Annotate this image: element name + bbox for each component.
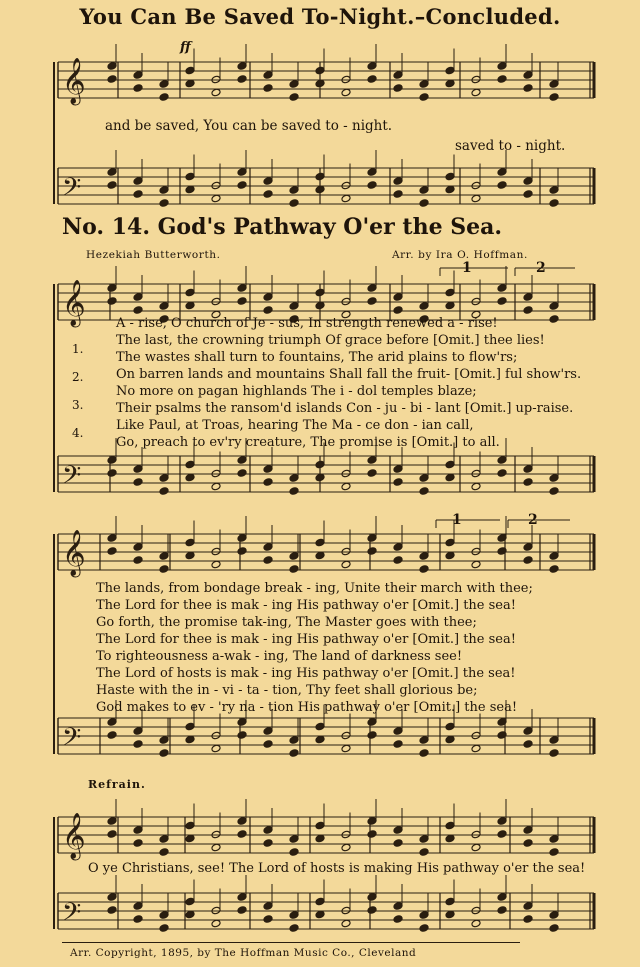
note-head: [419, 487, 429, 496]
note-head: [289, 552, 299, 561]
note-head: [263, 740, 273, 749]
note-head: [159, 835, 169, 844]
note-head: [263, 902, 273, 911]
note-head: [107, 534, 117, 543]
note-head: [393, 543, 403, 552]
note-head: [263, 478, 273, 487]
note-head: [107, 75, 117, 84]
note-head: [159, 93, 169, 102]
note-head: [367, 181, 377, 190]
note-head: [185, 722, 195, 731]
concluded-lyric-1: and be saved, You can be saved to - night.: [105, 118, 393, 134]
note-head: [367, 168, 377, 177]
note-head: [419, 924, 429, 933]
note-head: [523, 478, 533, 487]
note-head: [159, 474, 169, 483]
note-head: [393, 902, 403, 911]
ending-2-label-b: 2: [528, 512, 538, 528]
concluded-title: You Can Be Saved To-Night.–Concluded.: [79, 4, 561, 29]
note-head: [497, 181, 507, 190]
note-head: [237, 534, 247, 543]
note-head: [341, 560, 351, 569]
note-head: [315, 897, 325, 906]
note-head: [393, 556, 403, 565]
note-head: [237, 168, 247, 177]
note-head: [107, 456, 117, 465]
treble-clef-icon: 𝄞: [62, 280, 86, 326]
note-head: [185, 897, 195, 906]
note-head: [159, 911, 169, 920]
note-head: [549, 302, 559, 311]
note-head: [107, 469, 117, 478]
note-head: [419, 848, 429, 857]
note-head: [549, 736, 559, 745]
note-head: [289, 474, 299, 483]
note-head: [133, 177, 143, 186]
note-head: [393, 190, 403, 199]
note-head: [289, 749, 299, 758]
note-head: [289, 835, 299, 844]
note-head: [523, 915, 533, 924]
note-head: [393, 71, 403, 80]
note-head: [133, 306, 143, 315]
note-head: [263, 543, 273, 552]
note-head: [445, 735, 455, 744]
treble-clef-icon: 𝄞: [62, 530, 86, 576]
note-head: [419, 199, 429, 208]
verse2-line3: Go forth, the promise tak-ing, The Master goes with thee;: [96, 615, 477, 630]
note-head: [107, 817, 117, 826]
refrain-label: Refrain.: [88, 778, 146, 791]
note-head: [107, 181, 117, 190]
verse3-line1: No more on pagan highlands The i - dol temples blaze;: [116, 384, 477, 399]
note-head: [159, 565, 169, 574]
note-head: [159, 302, 169, 311]
note-head: [315, 185, 325, 194]
note-head: [367, 75, 377, 84]
note-head: [159, 848, 169, 857]
note-head: [549, 924, 559, 933]
note-head: [419, 552, 429, 561]
note-head: [289, 565, 299, 574]
note-head: [263, 71, 273, 80]
note-head: [367, 547, 377, 556]
note-head: [159, 924, 169, 933]
note-head: [445, 172, 455, 181]
note-head: [367, 534, 377, 543]
note-head: [523, 826, 533, 835]
note-head: [263, 190, 273, 199]
note-head: [523, 84, 533, 93]
author-credit: Hezekiah Butterworth.: [86, 249, 221, 261]
note-head: [549, 565, 559, 574]
copyright: Arr. Copyright, 1895, by The Hoffman Music Co., Cleveland: [70, 947, 417, 959]
note-head: [315, 473, 325, 482]
note-head: [315, 821, 325, 830]
note-head: [523, 190, 533, 199]
note-head: [419, 474, 429, 483]
note-head: [289, 736, 299, 745]
note-head: [315, 460, 325, 469]
note-head: [523, 465, 533, 474]
bass-clef-icon: 𝄢: [62, 173, 82, 208]
note-head: [289, 848, 299, 857]
note-head: [445, 551, 455, 560]
note-head: [133, 543, 143, 552]
note-head: [549, 487, 559, 496]
note-head: [107, 830, 117, 839]
note-head: [445, 79, 455, 88]
note-head: [315, 288, 325, 297]
note-head: [367, 297, 377, 306]
note-head: [107, 906, 117, 915]
note-head: [523, 306, 533, 315]
note-head: [185, 79, 195, 88]
note-head: [289, 199, 299, 208]
verse3-line3: To righteousness a-wak - ing, The land of darkness see!: [96, 649, 463, 664]
note-head: [289, 302, 299, 311]
note-head: [263, 826, 273, 835]
note-head: [497, 297, 507, 306]
note-head: [159, 736, 169, 745]
bass-clef-icon: 𝄢: [62, 723, 82, 758]
note-head: [315, 301, 325, 310]
note-head: [237, 62, 247, 71]
note-head: [263, 556, 273, 565]
note-head: [393, 826, 403, 835]
note-head: [497, 817, 507, 826]
verse4-line2: Go, preach to ev'ry creature, The promise is [Omit.] to all.: [116, 435, 500, 450]
note-head: [237, 75, 247, 84]
note-head: [211, 919, 221, 928]
note-head: [107, 168, 117, 177]
note-head: [185, 551, 195, 560]
note-head: [237, 817, 247, 826]
note-head: [445, 473, 455, 482]
concluded-lyric-2: saved to - night.: [455, 138, 566, 154]
note-head: [497, 906, 507, 915]
verse4-line4: God makes to ev - 'ry na - tion His pathway o'er [Omit.] the sea!: [96, 700, 518, 715]
verse2-line4: The Lord for thee is mak - ing His pathway o'er [Omit.] the sea!: [96, 632, 516, 647]
note-head: [237, 456, 247, 465]
note-head: [237, 906, 247, 915]
verse2-line1: The wastes shall turn to fountains, The arid plains to flow'rs;: [116, 350, 518, 365]
note-head: [237, 718, 247, 727]
note-head: [523, 740, 533, 749]
note-head: [185, 538, 195, 547]
note-head: [445, 897, 455, 906]
note-head: [341, 194, 351, 203]
note-head: [393, 293, 403, 302]
verse4-line3: Haste with the in - vi - ta - tion, Thy feet shall glorious be;: [96, 683, 478, 698]
note-head: [367, 456, 377, 465]
note-head: [185, 185, 195, 194]
verse1-line4: The Lord for thee is mak - ing His pathway o'er [Omit.] the sea!: [96, 598, 516, 613]
note-head: [107, 893, 117, 902]
hymn-title: No. 14. God's Pathway O'er the Sea.: [62, 214, 503, 240]
verse-number-1: 1.: [72, 342, 84, 356]
note-head: [419, 736, 429, 745]
note-head: [445, 538, 455, 547]
note-head: [133, 839, 143, 848]
note-head: [289, 80, 299, 89]
note-head: [549, 848, 559, 857]
note-head: [393, 915, 403, 924]
note-head: [263, 177, 273, 186]
note-head: [471, 482, 481, 491]
note-head: [445, 66, 455, 75]
treble-clef-icon: 𝄞: [62, 813, 86, 859]
note-head: [185, 301, 195, 310]
note-head: [237, 547, 247, 556]
note-head: [237, 181, 247, 190]
note-head: [549, 315, 559, 324]
note-head: [263, 465, 273, 474]
note-head: [185, 172, 195, 181]
note-head: [367, 906, 377, 915]
note-head: [549, 186, 559, 195]
note-head: [185, 460, 195, 469]
ending-2-label: 2: [536, 260, 546, 276]
note-head: [419, 93, 429, 102]
note-head: [393, 465, 403, 474]
note-head: [367, 718, 377, 727]
note-head: [107, 731, 117, 740]
note-head: [393, 84, 403, 93]
note-head: [185, 66, 195, 75]
verse-number-4: 4.: [72, 426, 84, 440]
note-head: [549, 835, 559, 844]
verse-number-2: 2.: [72, 370, 84, 384]
note-head: [393, 727, 403, 736]
verse1-line2: The last, the crowning triumph Of grace before [Omit.] thee lies!: [116, 333, 545, 348]
note-head: [549, 80, 559, 89]
note-head: [367, 62, 377, 71]
treble-clef-icon: 𝄞: [62, 58, 86, 104]
note-head: [549, 93, 559, 102]
note-head: [497, 456, 507, 465]
note-head: [471, 919, 481, 928]
note-head: [133, 727, 143, 736]
note-head: [393, 740, 403, 749]
ending-1-label-b: 1: [452, 512, 462, 528]
note-head: [393, 177, 403, 186]
note-head: [263, 306, 273, 315]
note-head: [497, 168, 507, 177]
note-head: [185, 821, 195, 830]
note-head: [237, 893, 247, 902]
note-head: [315, 735, 325, 744]
note-head: [133, 84, 143, 93]
note-head: [289, 924, 299, 933]
note-head: [289, 186, 299, 195]
note-head: [263, 84, 273, 93]
note-head: [549, 474, 559, 483]
note-head: [393, 478, 403, 487]
note-head: [211, 88, 221, 97]
note-head: [523, 177, 533, 186]
note-head: [471, 843, 481, 852]
note-head: [315, 722, 325, 731]
note-head: [497, 75, 507, 84]
note-head: [185, 473, 195, 482]
refrain-lyric: O ye Christians, see! The Lord of hosts is making His pathway o'er the sea!: [88, 861, 586, 876]
note-head: [445, 460, 455, 469]
note-head: [237, 297, 247, 306]
note-head: [367, 830, 377, 839]
verse3-line2: Their psalms the ransom'd islands Con - ju - bi - lant [Omit.] up-raise.: [116, 401, 574, 416]
note-head: [523, 727, 533, 736]
note-head: [237, 284, 247, 293]
note-head: [159, 487, 169, 496]
verse3-line4: The Lord of hosts is mak - ing His pathway o'er [Omit.] the sea!: [96, 666, 516, 681]
note-head: [133, 826, 143, 835]
note-head: [107, 297, 117, 306]
bass-clef-icon: 𝄢: [62, 898, 82, 933]
note-head: [263, 839, 273, 848]
note-head: [211, 482, 221, 491]
note-head: [549, 199, 559, 208]
note-head: [315, 172, 325, 181]
note-head: [133, 465, 143, 474]
note-head: [185, 910, 195, 919]
note-head: [367, 284, 377, 293]
note-head: [445, 185, 455, 194]
note-head: [133, 740, 143, 749]
note-head: [263, 915, 273, 924]
verse4-line1: Like Paul, at Troas, hearing The Ma - ce don - ian call,: [116, 418, 474, 433]
note-head: [497, 830, 507, 839]
note-head: [471, 560, 481, 569]
note-head: [471, 194, 481, 203]
note-head: [341, 843, 351, 852]
note-head: [315, 834, 325, 843]
note-head: [159, 80, 169, 89]
note-head: [341, 744, 351, 753]
note-head: [497, 62, 507, 71]
ending-1-label: 1: [462, 260, 472, 276]
note-head: [133, 556, 143, 565]
note-head: [341, 482, 351, 491]
note-head: [289, 487, 299, 496]
note-head: [211, 843, 221, 852]
note-head: [445, 288, 455, 297]
note-head: [445, 821, 455, 830]
note-head: [133, 71, 143, 80]
note-head: [315, 79, 325, 88]
note-head: [445, 301, 455, 310]
note-head: [367, 731, 377, 740]
note-head: [549, 552, 559, 561]
note-head: [393, 839, 403, 848]
note-head: [497, 284, 507, 293]
note-head: [367, 893, 377, 902]
note-head: [237, 830, 247, 839]
note-head: [419, 186, 429, 195]
note-head: [133, 293, 143, 302]
note-head: [107, 284, 117, 293]
note-head: [419, 302, 429, 311]
note-head: [523, 543, 533, 552]
note-head: [263, 727, 273, 736]
verse1-line1: A - rise, O church of Je - sus, In strength renewed a - rise!: [116, 316, 498, 331]
note-head: [393, 306, 403, 315]
note-head: [289, 911, 299, 920]
note-head: [419, 80, 429, 89]
note-head: [523, 293, 533, 302]
note-head: [133, 902, 143, 911]
note-head: [237, 469, 247, 478]
note-head: [159, 199, 169, 208]
note-head: [523, 902, 533, 911]
note-head: [419, 749, 429, 758]
note-head: [549, 911, 559, 920]
note-head: [419, 911, 429, 920]
bass-clef-icon: 𝄢: [62, 461, 82, 496]
note-head: [107, 547, 117, 556]
note-head: [341, 88, 351, 97]
note-head: [159, 186, 169, 195]
note-head: [471, 744, 481, 753]
note-head: [523, 839, 533, 848]
note-head: [549, 749, 559, 758]
arranger-credit: Arr. by Ira O. Hoffman.: [392, 249, 528, 261]
note-head: [523, 71, 533, 80]
note-head: [185, 834, 195, 843]
note-head: [315, 538, 325, 547]
note-head: [419, 565, 429, 574]
note-head: [497, 469, 507, 478]
note-head: [133, 478, 143, 487]
note-head: [445, 834, 455, 843]
note-head: [315, 551, 325, 560]
note-head: [107, 62, 117, 71]
note-head: [159, 552, 169, 561]
note-head: [133, 190, 143, 199]
note-head: [523, 556, 533, 565]
note-head: [211, 560, 221, 569]
note-head: [315, 910, 325, 919]
note-head: [159, 749, 169, 758]
note-head: [471, 88, 481, 97]
verse-number-3: 3.: [72, 398, 84, 412]
note-head: [289, 93, 299, 102]
verse1-line3: The lands, from bondage break - ing, Unite their march with thee;: [96, 581, 533, 596]
footer-rule: [62, 942, 520, 943]
note-head: [133, 915, 143, 924]
note-head: [211, 194, 221, 203]
dynamic-marking: ff: [180, 40, 191, 55]
note-head: [263, 293, 273, 302]
note-head: [211, 744, 221, 753]
note-head: [367, 817, 377, 826]
note-head: [445, 910, 455, 919]
note-head: [185, 288, 195, 297]
note-head: [367, 469, 377, 478]
note-head: [445, 722, 455, 731]
note-head: [237, 731, 247, 740]
note-head: [341, 919, 351, 928]
verse2-line2: On barren lands and mountains Shall fall the fruit- [Omit.] ful show'rs.: [116, 367, 582, 382]
note-head: [497, 893, 507, 902]
note-head: [419, 835, 429, 844]
note-head: [315, 66, 325, 75]
note-head: [185, 735, 195, 744]
note-head: [107, 718, 117, 727]
